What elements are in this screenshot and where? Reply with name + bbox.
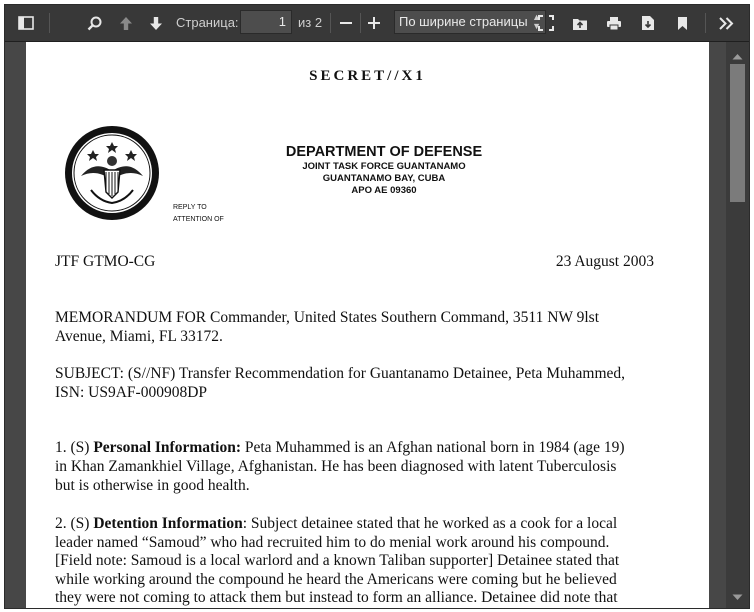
scrollbar-thumb[interactable] bbox=[730, 64, 745, 202]
search-icon bbox=[87, 16, 102, 31]
memo-from: JTF GTMO-CG bbox=[55, 253, 156, 270]
toolbar-separator bbox=[49, 13, 50, 33]
tools-menu-button[interactable] bbox=[711, 10, 741, 36]
print-icon bbox=[606, 16, 622, 31]
dod-seal-logo bbox=[63, 124, 161, 227]
print-button[interactable] bbox=[601, 10, 627, 36]
previous-page-button[interactable] bbox=[113, 10, 139, 36]
open-file-button[interactable] bbox=[567, 10, 593, 36]
arrow-down-icon bbox=[149, 16, 163, 31]
document-viewer[interactable] bbox=[5, 42, 749, 608]
paragraph-2-line-5: they were not coming to attack them but instead to form an alliance. Detainee did note that bbox=[55, 589, 618, 606]
plus-icon bbox=[368, 17, 380, 29]
next-page-button[interactable] bbox=[143, 10, 169, 36]
pdf-viewer-window bbox=[4, 4, 750, 609]
chevron-down-icon: ▲ ▼ bbox=[532, 12, 541, 31]
sidebar-toggle-icon bbox=[18, 16, 34, 30]
memo-for-line-1: MEMORANDUM FOR Commander, United States Southern Command, 3511 NW 9lst bbox=[55, 309, 600, 326]
download-button[interactable] bbox=[635, 10, 661, 36]
search-button[interactable] bbox=[81, 10, 107, 36]
page-number-input[interactable]: 1 bbox=[240, 10, 292, 34]
presentation-mode-button[interactable] bbox=[533, 10, 559, 36]
paragraph-1-text: Peta Muhammed is an Afghan national born in 1984 (age 19) bbox=[241, 439, 625, 456]
paragraph-1-heading: Personal Information: bbox=[93, 439, 241, 456]
toolbar-separator bbox=[360, 13, 361, 33]
page-count-label: из 2 bbox=[298, 15, 323, 30]
toolbar-separator bbox=[330, 13, 331, 33]
toolbar bbox=[5, 5, 749, 42]
double-chevron-right-icon bbox=[718, 17, 734, 30]
bookmark-button[interactable] bbox=[669, 10, 695, 36]
department-line-1: JOINT TASK FORCE GUANTANAMO bbox=[302, 161, 466, 172]
paragraph-2-heading: Detention Information bbox=[93, 515, 243, 532]
paragraph-2-line-1 bbox=[55, 515, 617, 533]
sidebar-toggle-button[interactable] bbox=[13, 10, 39, 36]
classification-marking: SECRET//X1 bbox=[309, 68, 426, 84]
zoom-select[interactable] bbox=[394, 10, 546, 34]
memo-date: 23 August 2003 bbox=[555, 253, 654, 270]
department-title: DEPARTMENT OF DEFENSE bbox=[285, 144, 483, 160]
download-icon bbox=[641, 15, 655, 31]
scroll-down-arrow-icon[interactable] bbox=[732, 588, 743, 606]
paragraph-2-line-2: leader named “Samoud” who had recruited him to do menial work around his compound. bbox=[55, 534, 610, 551]
pdf-page bbox=[26, 42, 709, 608]
zoom-in-button[interactable] bbox=[363, 10, 385, 36]
zoom-select-value: По ширине страницы bbox=[399, 14, 528, 29]
paragraph-2-prefix: 2. (S) bbox=[55, 515, 94, 532]
department-line-2: GUANTANAMO BAY, CUBA bbox=[322, 173, 446, 184]
memo-for-line-2: Avenue, Miami, FL 33172. bbox=[55, 328, 223, 345]
attention-of-label: ATTENTION OF bbox=[173, 216, 224, 223]
paragraph-1-line-2: in Khan Zamankhiel Village, Afghanistan. He has been diagnosed with latent Tuberculosis bbox=[55, 458, 617, 475]
minus-icon bbox=[340, 17, 352, 29]
vertical-scrollbar[interactable] bbox=[726, 42, 749, 608]
reply-to-label: REPLY TO bbox=[173, 204, 207, 211]
paragraph-1-prefix: 1. (S) bbox=[55, 439, 94, 456]
subject-line-1: SUBJECT: (S//NF) Transfer Recommendation for Guantanamo Detainee, Peta Muhammed, bbox=[55, 365, 626, 382]
paragraph-2-text: : Subject detainee stated that he worked as a cook for a local bbox=[242, 515, 618, 532]
toolbar-separator bbox=[705, 13, 706, 33]
paragraph-1-line-3: but is otherwise in good health. bbox=[55, 477, 250, 494]
fullscreen-icon bbox=[538, 15, 554, 31]
bookmark-icon bbox=[677, 16, 688, 31]
paragraph-2-line-3: [Field note: Samoud is a local warlord and a known Taliban supporter] Detainee stated that bbox=[55, 552, 620, 569]
paragraph-2-line-4: while working around the compound he heard the Americans were coming but he believed bbox=[55, 571, 617, 588]
arrow-up-icon bbox=[119, 16, 133, 31]
page-label: Страница: bbox=[176, 15, 239, 30]
department-line-3: APO AE 09360 bbox=[351, 185, 417, 196]
subject-line-2: ISN: US9AF-000908DP bbox=[55, 384, 208, 401]
paragraph-1-line-1 bbox=[55, 439, 625, 457]
zoom-out-button[interactable] bbox=[335, 10, 357, 36]
scroll-up-arrow-icon[interactable] bbox=[732, 47, 743, 65]
open-file-icon bbox=[572, 16, 588, 31]
